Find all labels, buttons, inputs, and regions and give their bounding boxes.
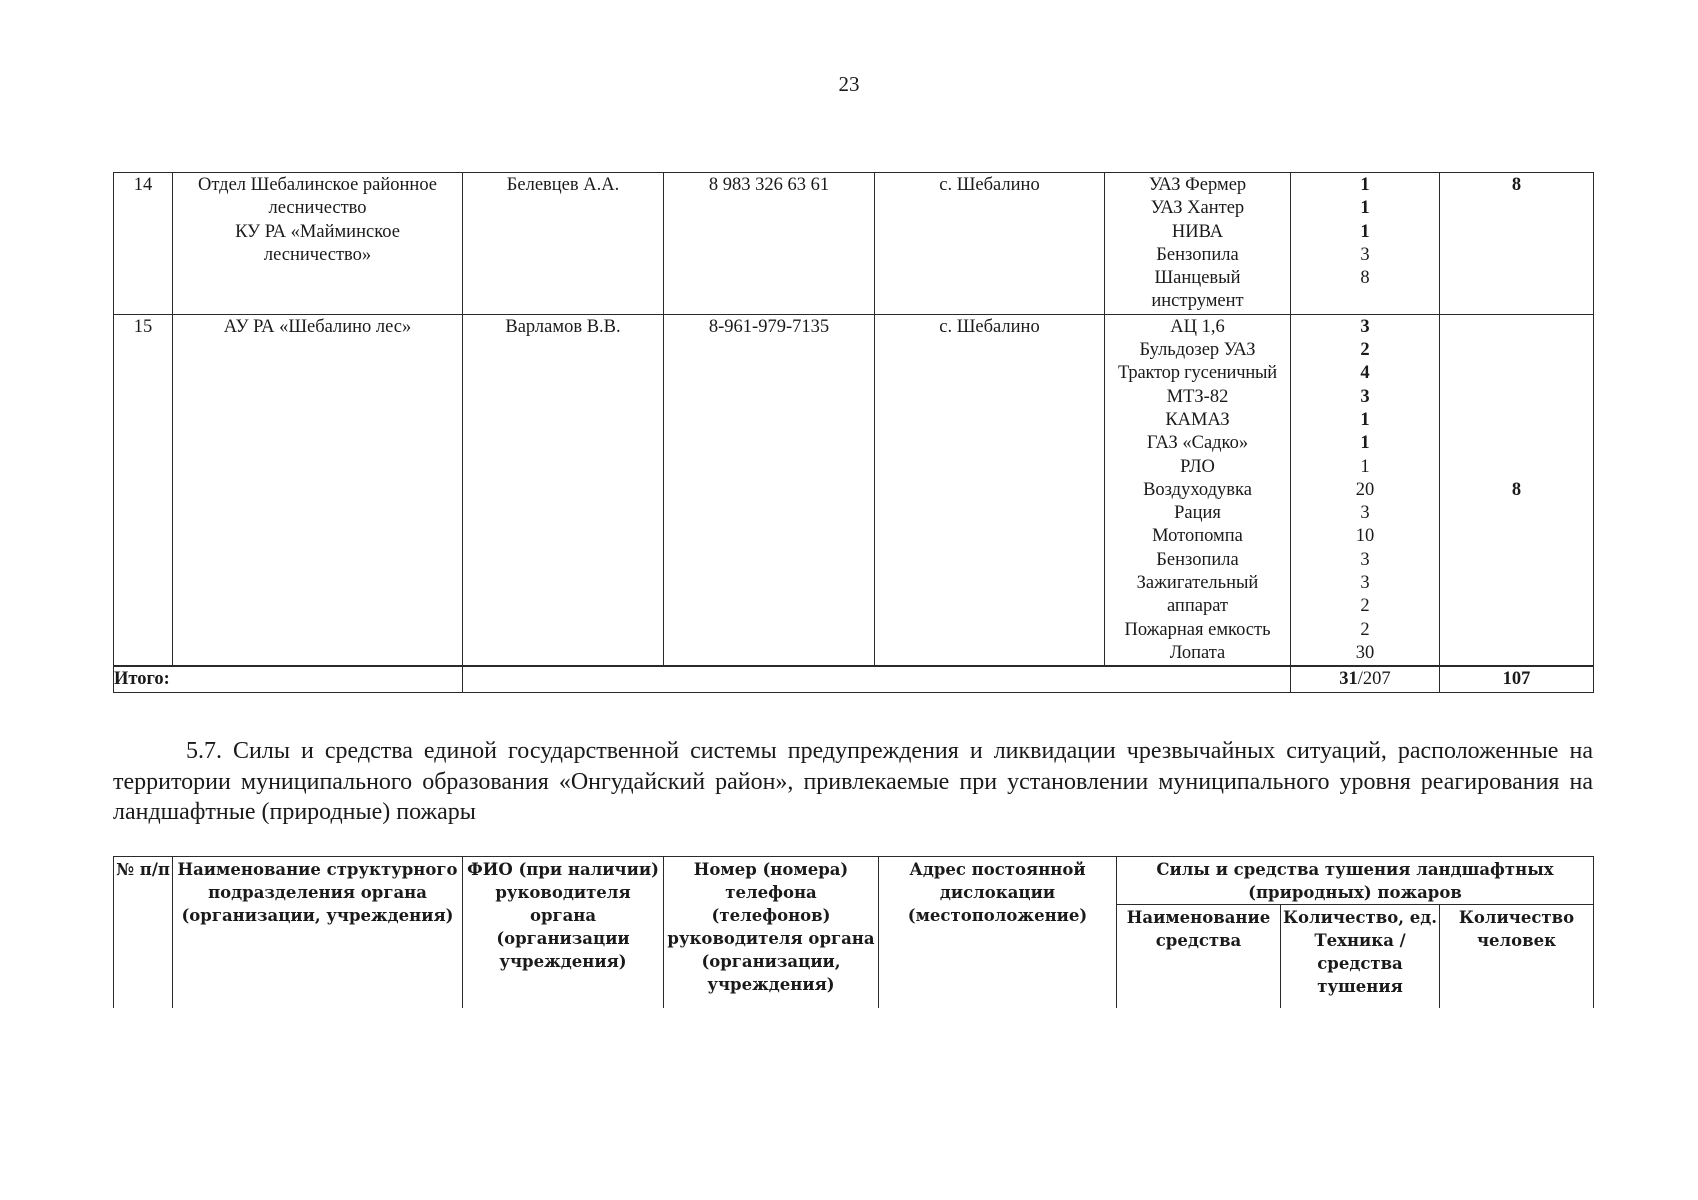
means-item: Лопата <box>1169 642 1226 663</box>
phone-number: 8-961-979-7135 <box>664 314 875 666</box>
quantity-item: 10 <box>1355 526 1375 547</box>
header-people: Количество человек <box>1440 905 1594 1009</box>
quantity-item: 1 <box>1360 221 1370 242</box>
header-num: № п/п <box>114 857 173 1009</box>
header-phone: Номер (номера) телефона (телефонов) руководителя органа (организации, учреждения) <box>664 857 879 1009</box>
means-item: НИВА <box>1171 221 1224 242</box>
means-item: Пожарная емкость <box>1124 619 1271 640</box>
org-name <box>173 314 463 666</box>
means-list <box>1105 314 1291 666</box>
head-fio: Белевцев А.А. <box>463 173 664 315</box>
header-forces: Силы и средства тушения ландшафтных (природных) пожаров <box>1117 857 1594 905</box>
org-name-line: лесничество» <box>263 244 372 265</box>
total-empty <box>463 666 1291 692</box>
section-number: 5.7. <box>186 738 222 764</box>
means-item: Мотопомпа <box>1152 526 1243 547</box>
org-name <box>173 173 463 315</box>
address: с. Шебалино <box>875 314 1105 666</box>
total-quantity-bold: 31 <box>1339 669 1358 690</box>
means-item: Воздуходувка <box>1143 479 1252 500</box>
table-row <box>114 173 1594 315</box>
quantity-item: 3 <box>1360 573 1370 594</box>
quantity-item: 3 <box>1360 244 1370 265</box>
address: с. Шебалино <box>875 173 1105 315</box>
quantity-item: 2 <box>1360 340 1370 361</box>
people-count: 8 <box>1440 314 1594 666</box>
forces-table-continued <box>113 172 1594 693</box>
means-item: Рация <box>1174 503 1221 524</box>
quantity-item: 1 <box>1360 409 1370 430</box>
quantity-item: 1 <box>1360 433 1370 454</box>
forces-table-header <box>113 856 1594 1008</box>
quantity-item: 8 <box>1360 268 1370 289</box>
quantity-item: 1 <box>1360 175 1370 195</box>
means-item: Бульдозер УАЗ <box>1139 340 1256 361</box>
org-name-line: лесничество <box>268 198 367 219</box>
header-means-name: Наименование средства <box>1117 905 1281 1009</box>
table-row <box>114 314 1594 666</box>
org-name-line: Отдел Шебалинское районное <box>197 175 438 195</box>
means-item: Трактор гусеничный <box>1118 363 1277 384</box>
means-item: Зажигательный <box>1136 573 1259 594</box>
means-list <box>1105 173 1291 315</box>
section-text: Силы и средства единой государственной системы предупреждения и ликвидации чрезвычайных ситуаций, расположенные на территории муниципального образования «Онгудайский район», привлекаемые при установлении муниципального уровня реагирования на ландшафтные (природные) пожары <box>113 738 1593 825</box>
means-item: РЛО <box>1180 456 1215 477</box>
quantity-item: 20 <box>1355 479 1375 500</box>
people-count: 8 <box>1440 173 1594 315</box>
header-org: Наименование структурного подразделения органа (организации, учреждения) <box>173 857 463 1009</box>
means-item: Шанцевый <box>1154 268 1241 289</box>
means-item: аппарат <box>1166 596 1229 617</box>
phone-number: 8 983 326 63 61 <box>664 173 875 315</box>
total-quantity <box>1291 666 1440 692</box>
quantity-item: 1 <box>1360 456 1370 477</box>
total-quantity-rest: /207 <box>1357 669 1391 690</box>
page-number: 23 <box>838 72 860 96</box>
total-people: 107 <box>1440 666 1594 692</box>
section-5-7-heading <box>113 736 1593 828</box>
row-number: 15 <box>114 314 173 666</box>
quantity-item: 3 <box>1360 316 1370 337</box>
quantity-item: 30 <box>1355 642 1375 663</box>
means-item: МТЗ-82 <box>1166 386 1229 407</box>
means-item: Бензопила <box>1156 244 1239 265</box>
means-item: АЦ 1,6 <box>1170 316 1225 337</box>
means-item: Бензопила <box>1156 549 1239 570</box>
org-name-line: КУ РА «Майминское <box>235 221 400 242</box>
quantity-item: 4 <box>1360 363 1370 384</box>
head-fio: Варламов В.В. <box>463 314 664 666</box>
quantity-item: 2 <box>1360 619 1370 640</box>
means-item: КАМАЗ <box>1165 409 1230 430</box>
means-item: УАЗ Хантер <box>1150 198 1245 219</box>
means-item: ГАЗ «Садко» <box>1146 433 1249 454</box>
quantity-item: 2 <box>1360 596 1370 617</box>
means-item: инструмент <box>1151 291 1244 312</box>
means-item: УАЗ Фермер <box>1148 175 1247 195</box>
quantity-item: 3 <box>1360 549 1370 570</box>
quantity-item: 3 <box>1360 386 1370 407</box>
quantity-item: 1 <box>1360 198 1370 219</box>
header-means-qty: Количество, ед. Техника /средства тушения <box>1281 905 1440 1009</box>
header-address: Адрес постоянной дислокации (местоположение) <box>879 857 1117 1009</box>
header-fio: ФИО (при наличии) руководителя органа (организации учреждения) <box>463 857 664 1009</box>
total-label: Итого: <box>114 666 463 692</box>
quantity-list <box>1291 173 1440 315</box>
quantity-item: 3 <box>1360 503 1370 524</box>
org-name-line: АУ РА «Шебалино лес» <box>223 316 412 337</box>
total-row <box>114 666 1594 692</box>
row-number: 14 <box>114 173 173 315</box>
quantity-list <box>1291 314 1440 666</box>
